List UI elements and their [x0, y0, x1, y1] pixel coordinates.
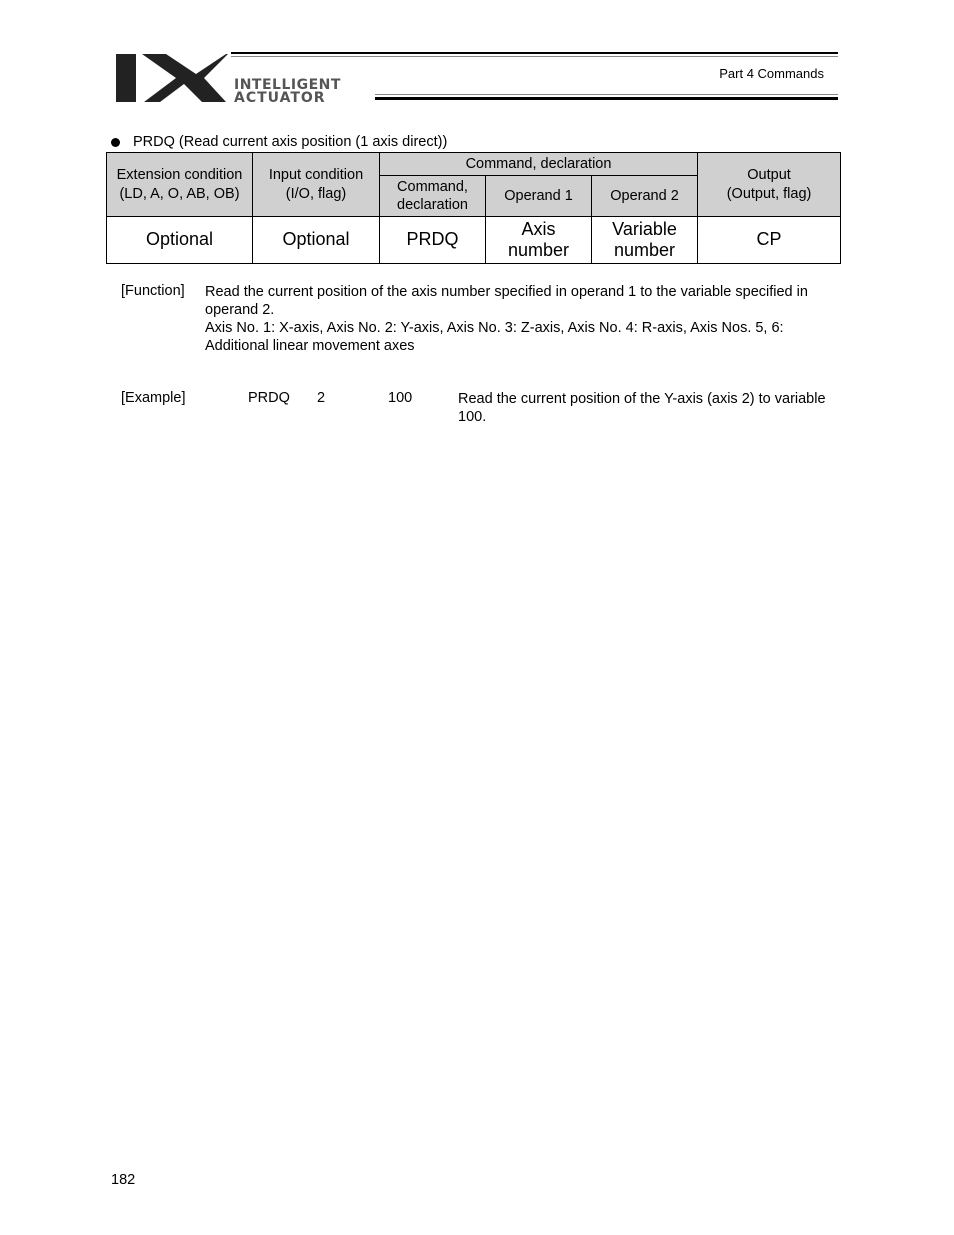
header-input-condition-line1: Input condition [268, 167, 364, 184]
section-heading-text: PRDQ (Read current axis position (1 axis direct)) [133, 134, 448, 150]
function-line: Axis No. 1: X-axis, Axis No. 2: Y-axis, Axis No. 3: Z-axis, Axis No. 4: R-axis, Axis Nos. 5, 6: Additional linear movement axes [205, 320, 784, 354]
header-rule-top [231, 52, 838, 54]
header-command-group: Command, declaration [380, 153, 698, 176]
header-input-condition-line2: (I/O, flag) [285, 185, 347, 202]
function-label: [Function] [121, 283, 185, 299]
function-line: Read the current position of the axis number specified in operand 1 to the variable specified in operand 2. [205, 284, 808, 318]
header-command [380, 176, 486, 217]
cell-input-condition: Optional [253, 217, 380, 264]
header-output-line2: (Output, flag) [726, 185, 812, 202]
svg-text:ACTUATOR: ACTUATOR [234, 90, 326, 104]
section-heading [111, 134, 447, 150]
example-description: Read the current position of the Y-axis (axis 2) to variable 100. [458, 391, 826, 425]
header-extension-condition [107, 153, 253, 217]
header-rule-bottom [375, 97, 838, 100]
cell-extension-condition: Optional [107, 217, 253, 264]
example-command: PRDQ [248, 390, 290, 406]
example-operand2: 100 [388, 390, 413, 406]
cell-command: PRDQ [380, 217, 486, 264]
header-rule-top-thin [231, 56, 838, 57]
header-input-condition [253, 153, 380, 217]
cell-operand2-line2: number [614, 240, 676, 260]
cell-output: CP [698, 217, 841, 264]
cell-operand1-line2: number [507, 240, 570, 260]
header-rule-bottom-thin [375, 94, 838, 95]
header-operand2: Operand 2 [592, 176, 698, 217]
function-description [205, 283, 845, 355]
cell-operand2 [592, 217, 698, 264]
header-output-line1: Output [747, 167, 791, 184]
table-row [107, 217, 841, 264]
cell-operand2-line1: Variable [612, 218, 677, 239]
page-number: 182 [111, 1172, 136, 1188]
part-title: Part 4 Commands [719, 66, 824, 81]
header-extension-condition-line1: Extension condition [116, 167, 243, 184]
header-command-line1: Command, [397, 178, 468, 195]
cell-operand1-line1: Axis [521, 218, 556, 239]
example-label: [Example] [121, 390, 186, 406]
intelligent-actuator-logo [114, 52, 404, 104]
command-table [106, 152, 841, 264]
cell-operand1 [486, 217, 592, 264]
header-output [698, 153, 841, 217]
header-extension-condition-line2: (LD, A, O, AB, OB) [119, 185, 240, 202]
svg-text:INTELLIGENT: INTELLIGENT [234, 77, 341, 93]
header-operand1: Operand 1 [486, 176, 592, 217]
bullet-icon [111, 138, 120, 147]
header-command-line2: declaration [397, 197, 468, 213]
example-operand1: 2 [317, 390, 326, 406]
